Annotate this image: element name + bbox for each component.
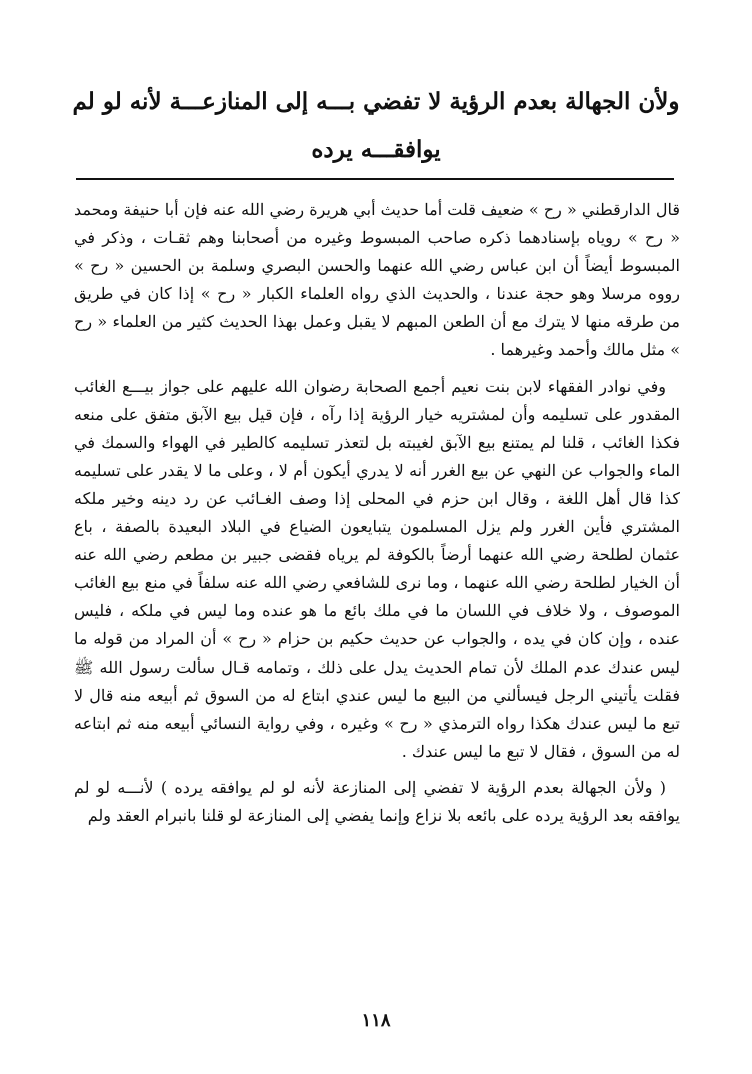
paragraph-2: وفي نوادر الفقهاء لابن بنت نعيم أجمع الصحابة رضوان الله عليهم على جواز بيـــع الغائب المقدور على تسليمه وأن لمشتريه خيار الرؤية إذا رآه ، فإن قيل بيع الآبق متفق على منعه فكذا الغائب ، قلنا لم يمتنع بيع الآبق لغيبته بل لتعذر تسليمه كالطير في الهواء والسمك في الماء والجواب عن النهي عن بيع الغرر أنه لا يدري أيكون أم لا ، وعلى ما لا يقدر على تسليمه كذا قال أهل اللغة ، وقال ابن حزم في المحلى إذا وصف الغـائب عن رد دينه وخير ملكه المشتري فأين الغرر ولم يزل المسلمون يتبايعون الضياع في البلاد البعيدة بالصفة ، باع عثمان لطلحة رضي الله عنهما أرضاً بالكوفة لم يرياه فقضى جبير بن مطعم رضي الله عنه أن الخيار لطلحة رضي الله عنهما ، وما نرى للشافعي رضي الله عنه سلفاً في منع بيع الغائب الموصوف ، ولا خلاف في اللسان ما في ملك بائع ما هو عنده وما ليس في ملكه ، فليس عنده ، وإن كان في يده ، والجواب عن حديث حكيم بن حزام « رح » أن المراد من قوله ما ليس عندك عدم الملك لأن تمام الحديث يدل على ذلك ، وتمامه قـال سألت رسول الله ﷺ فقلت يأتيني الرجل فيسألني من البيع ما ليس عندي ابتاع له من السوق ثم أبيعه منه قال لا تبع ما ليس عندك هكذا رواه الترمذي « رح » وغيره ، وفي رواية النسائي أبيعه منه ثم ابتاعه له من السوق ، فقال لا تبع ما ليس عندك . — [74, 376, 681, 761]
paragraph-3: ( ولأن الجهالة بعدم الرؤية لا تفضي إلى المنازعة لأنه لو لم يوافقه يرده ) لأنـــه لو لم يوافقه بعد الرؤية يرده على بائعه بلا نزاع وإنما يفضي إلى المنازعة لو قلنا بانبرام العقد ولم — [74, 777, 680, 825]
page-number: ١١٨ — [361, 1010, 391, 1031]
body-text — [74, 196, 680, 838]
heading-divider — [76, 178, 674, 180]
paragraph-1: قال الدارقطني « رح » ضعيف قلت أما حديث أبي هريرة رضي الله عنه فإن أبا حنيفة ومحمد « رح » روياه بإسنادهما ذكره صاحب المبسوط وغيره من أصحابنا وهم ثقـات ، وذكر في المبسوط أيضاً أن ابن عباس رضي الله عنهما والحسن البصري وسلمة بن الحسين « رح » رووه مرسلا وهو حجة عندنا ، والحديث الذي رواه العلماء الكبار « رح » إذا كان في طريق من طرقه منها لا يترك مع أن الطعن المبهم لا يقبل وعمل بهذا الحديث كثير من العلماء « رح » مثل مالك وأحمد وغيرهما . — [74, 200, 681, 360]
section-heading: ولأن الجهالة بعدم الرؤية لا تفضي بـــه إلى المنازعـــة لأنه لو لم يوافقـــه يرده — [72, 88, 680, 163]
